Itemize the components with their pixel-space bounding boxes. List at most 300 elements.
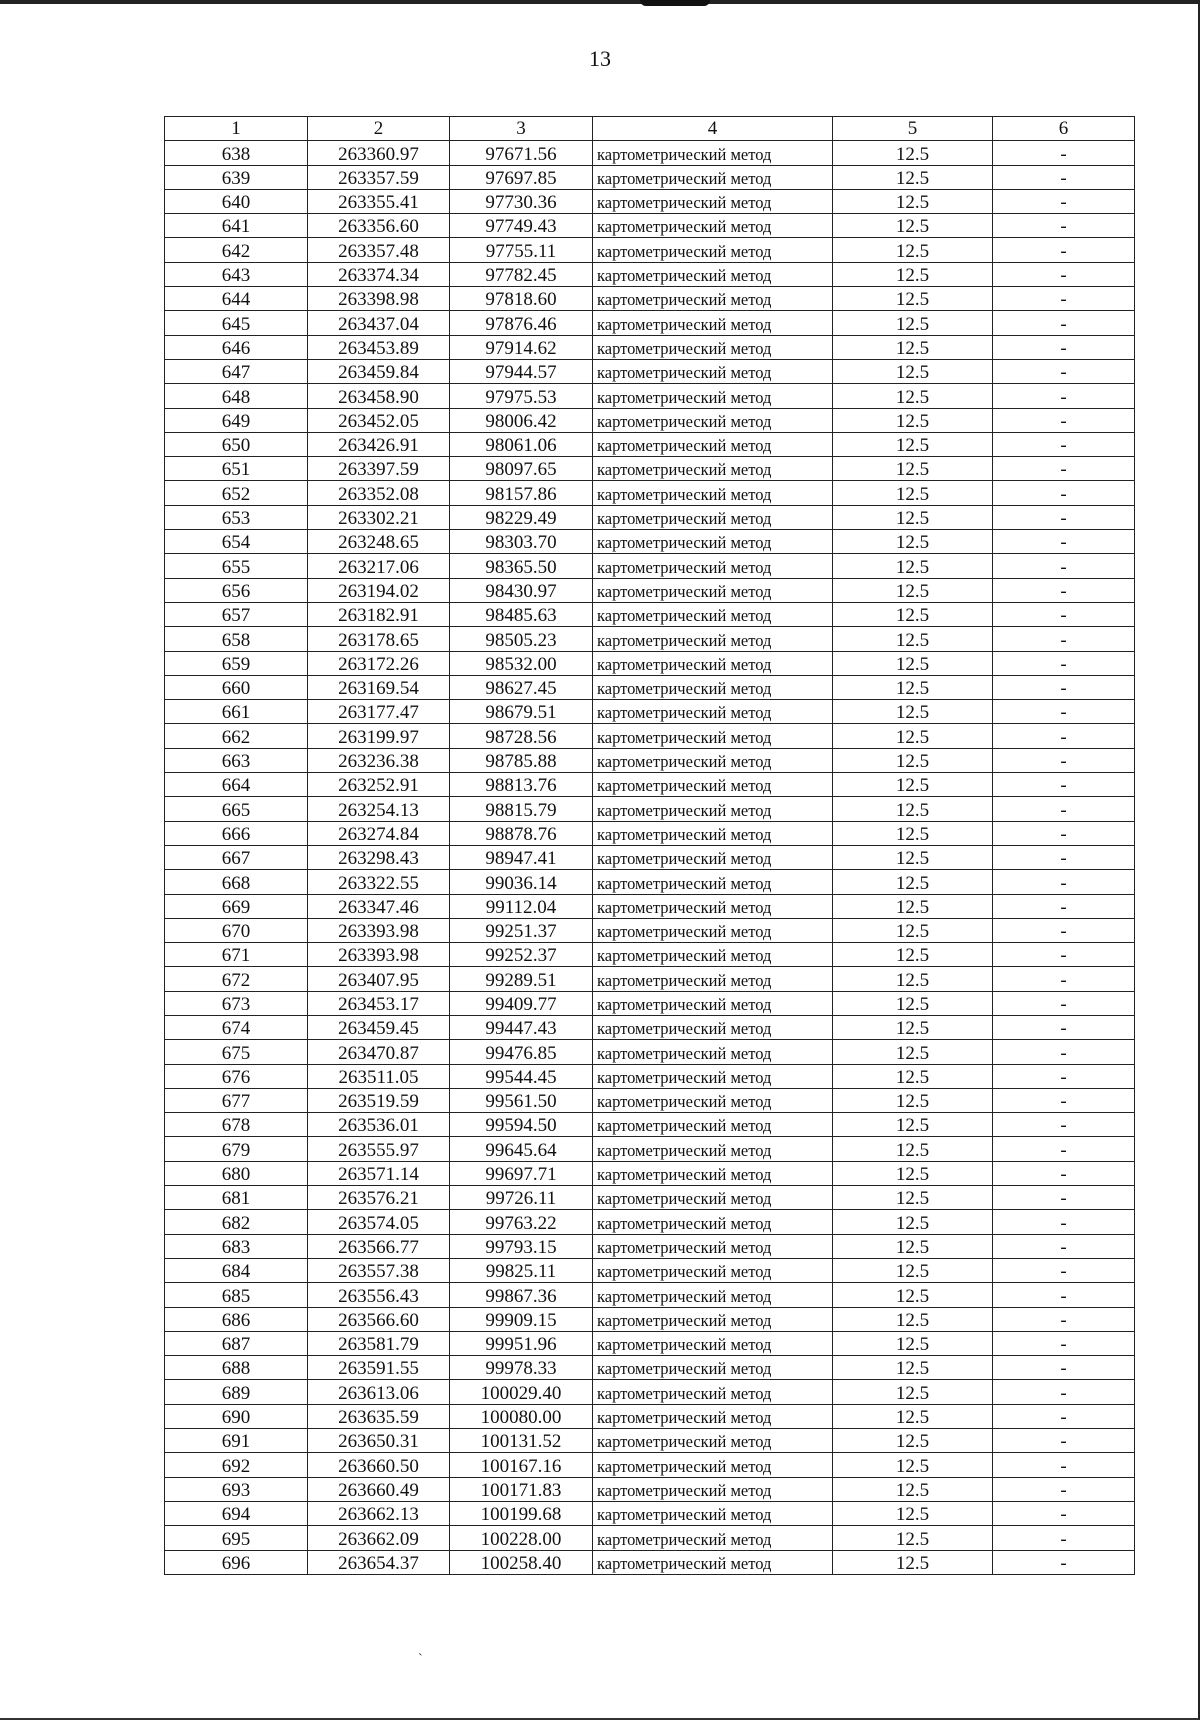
y-coordinate-cell: 100258.40 bbox=[450, 1550, 593, 1574]
point-number-cell: 679 bbox=[165, 1137, 308, 1161]
table-row bbox=[165, 1331, 1135, 1355]
point-number-cell: 671 bbox=[165, 943, 308, 967]
method-cell: картометрический метод bbox=[593, 311, 833, 335]
point-number-cell: 663 bbox=[165, 748, 308, 772]
table-header-row bbox=[165, 117, 1135, 141]
y-coordinate-cell: 100228.00 bbox=[450, 1526, 593, 1550]
y-coordinate-cell: 97697.85 bbox=[450, 165, 593, 189]
method-cell: картометрический метод bbox=[593, 384, 833, 408]
accuracy-cell: 12.5 bbox=[833, 554, 993, 578]
y-coordinate-cell: 97876.46 bbox=[450, 311, 593, 335]
y-coordinate-cell: 98097.65 bbox=[450, 457, 593, 481]
x-coordinate-cell: 263274.84 bbox=[308, 821, 450, 845]
x-coordinate-cell: 263407.95 bbox=[308, 967, 450, 991]
point-number-cell: 648 bbox=[165, 384, 308, 408]
table-row bbox=[165, 797, 1135, 821]
point-number-cell: 682 bbox=[165, 1210, 308, 1234]
note-cell: - bbox=[993, 845, 1135, 869]
note-cell: - bbox=[993, 1283, 1135, 1307]
point-number-cell: 669 bbox=[165, 894, 308, 918]
accuracy-cell: 12.5 bbox=[833, 165, 993, 189]
y-coordinate-cell: 99726.11 bbox=[450, 1186, 593, 1210]
point-number-cell: 665 bbox=[165, 797, 308, 821]
y-coordinate-cell: 100029.40 bbox=[450, 1380, 593, 1404]
x-coordinate-cell: 263169.54 bbox=[308, 675, 450, 699]
accuracy-cell: 12.5 bbox=[833, 1088, 993, 1112]
table-row bbox=[165, 675, 1135, 699]
x-coordinate-cell: 263374.34 bbox=[308, 262, 450, 286]
method-cell: картометрический метод bbox=[593, 1161, 833, 1185]
point-number-cell: 683 bbox=[165, 1234, 308, 1258]
method-cell: картометрический метод bbox=[593, 1113, 833, 1137]
point-number-cell: 696 bbox=[165, 1550, 308, 1574]
x-coordinate-cell: 263536.01 bbox=[308, 1113, 450, 1137]
point-number-cell: 678 bbox=[165, 1113, 308, 1137]
method-cell: картометрический метод bbox=[593, 1186, 833, 1210]
accuracy-cell: 12.5 bbox=[833, 359, 993, 383]
method-cell: картометрический метод bbox=[593, 238, 833, 262]
table-row bbox=[165, 1186, 1135, 1210]
table-row bbox=[165, 1015, 1135, 1039]
point-number-cell: 642 bbox=[165, 238, 308, 262]
y-coordinate-cell: 98947.41 bbox=[450, 845, 593, 869]
method-cell: картометрический метод bbox=[593, 1331, 833, 1355]
note-cell: - bbox=[993, 1040, 1135, 1064]
note-cell: - bbox=[993, 432, 1135, 456]
point-number-cell: 641 bbox=[165, 214, 308, 238]
point-number-cell: 676 bbox=[165, 1064, 308, 1088]
accuracy-cell: 12.5 bbox=[833, 1186, 993, 1210]
x-coordinate-cell: 263566.77 bbox=[308, 1234, 450, 1258]
point-number-cell: 638 bbox=[165, 141, 308, 165]
accuracy-cell: 12.5 bbox=[833, 1307, 993, 1331]
point-number-cell: 653 bbox=[165, 505, 308, 529]
accuracy-cell: 12.5 bbox=[833, 773, 993, 797]
x-coordinate-cell: 263356.60 bbox=[308, 214, 450, 238]
y-coordinate-cell: 98813.76 bbox=[450, 773, 593, 797]
method-cell: картометрический метод bbox=[593, 141, 833, 165]
y-coordinate-cell: 100167.16 bbox=[450, 1453, 593, 1477]
point-number-cell: 654 bbox=[165, 530, 308, 554]
column-header: 3 bbox=[450, 117, 593, 141]
table-row bbox=[165, 991, 1135, 1015]
method-cell: картометрический метод bbox=[593, 724, 833, 748]
y-coordinate-cell: 99793.15 bbox=[450, 1234, 593, 1258]
y-coordinate-cell: 97730.36 bbox=[450, 189, 593, 213]
table-row bbox=[165, 1501, 1135, 1525]
accuracy-cell: 12.5 bbox=[833, 214, 993, 238]
accuracy-cell: 12.5 bbox=[833, 1526, 993, 1550]
method-cell: картометрический метод bbox=[593, 1234, 833, 1258]
point-number-cell: 645 bbox=[165, 311, 308, 335]
y-coordinate-cell: 98785.88 bbox=[450, 748, 593, 772]
point-number-cell: 680 bbox=[165, 1161, 308, 1185]
table-row bbox=[165, 1356, 1135, 1380]
table-row bbox=[165, 967, 1135, 991]
method-cell: картометрический метод bbox=[593, 505, 833, 529]
note-cell: - bbox=[993, 943, 1135, 967]
point-number-cell: 694 bbox=[165, 1501, 308, 1525]
y-coordinate-cell: 98303.70 bbox=[450, 530, 593, 554]
note-cell: - bbox=[993, 1137, 1135, 1161]
accuracy-cell: 12.5 bbox=[833, 384, 993, 408]
point-number-cell: 657 bbox=[165, 602, 308, 626]
y-coordinate-cell: 98157.86 bbox=[450, 481, 593, 505]
point-number-cell: 690 bbox=[165, 1404, 308, 1428]
y-coordinate-cell: 99544.45 bbox=[450, 1064, 593, 1088]
table-row bbox=[165, 1210, 1135, 1234]
y-coordinate-cell: 97944.57 bbox=[450, 359, 593, 383]
x-coordinate-cell: 263360.97 bbox=[308, 141, 450, 165]
method-cell: картометрический метод bbox=[593, 1040, 833, 1064]
point-number-cell: 661 bbox=[165, 700, 308, 724]
y-coordinate-cell: 99251.37 bbox=[450, 918, 593, 942]
note-cell: - bbox=[993, 1501, 1135, 1525]
method-cell: картометрический метод bbox=[593, 1501, 833, 1525]
accuracy-cell: 12.5 bbox=[833, 627, 993, 651]
y-coordinate-cell: 98679.51 bbox=[450, 700, 593, 724]
method-cell: картометрический метод bbox=[593, 165, 833, 189]
accuracy-cell: 12.5 bbox=[833, 1477, 993, 1501]
accuracy-cell: 12.5 bbox=[833, 724, 993, 748]
method-cell: картометрический метод bbox=[593, 408, 833, 432]
method-cell: картометрический метод bbox=[593, 1429, 833, 1453]
y-coordinate-cell: 98505.23 bbox=[450, 627, 593, 651]
table-row bbox=[165, 141, 1135, 165]
y-coordinate-cell: 99594.50 bbox=[450, 1113, 593, 1137]
table-row bbox=[165, 384, 1135, 408]
accuracy-cell: 12.5 bbox=[833, 1015, 993, 1039]
y-coordinate-cell: 99289.51 bbox=[450, 967, 593, 991]
table-row bbox=[165, 1088, 1135, 1112]
x-coordinate-cell: 263236.38 bbox=[308, 748, 450, 772]
note-cell: - bbox=[993, 627, 1135, 651]
accuracy-cell: 12.5 bbox=[833, 408, 993, 432]
accuracy-cell: 12.5 bbox=[833, 1550, 993, 1574]
point-number-cell: 660 bbox=[165, 675, 308, 699]
table-row bbox=[165, 724, 1135, 748]
y-coordinate-cell: 98229.49 bbox=[450, 505, 593, 529]
note-cell: - bbox=[993, 530, 1135, 554]
accuracy-cell: 12.5 bbox=[833, 578, 993, 602]
accuracy-cell: 12.5 bbox=[833, 1064, 993, 1088]
method-cell: картометрический метод bbox=[593, 773, 833, 797]
x-coordinate-cell: 263322.55 bbox=[308, 870, 450, 894]
point-number-cell: 664 bbox=[165, 773, 308, 797]
accuracy-cell: 12.5 bbox=[833, 1380, 993, 1404]
point-number-cell: 640 bbox=[165, 189, 308, 213]
x-coordinate-cell: 263437.04 bbox=[308, 311, 450, 335]
point-number-cell: 667 bbox=[165, 845, 308, 869]
x-coordinate-cell: 263217.06 bbox=[308, 554, 450, 578]
table-row bbox=[165, 1380, 1135, 1404]
note-cell: - bbox=[993, 214, 1135, 238]
x-coordinate-cell: 263635.59 bbox=[308, 1404, 450, 1428]
point-number-cell: 662 bbox=[165, 724, 308, 748]
column-header: 6 bbox=[993, 117, 1135, 141]
note-cell: - bbox=[993, 797, 1135, 821]
x-coordinate-cell: 263453.89 bbox=[308, 335, 450, 359]
table-row bbox=[165, 1137, 1135, 1161]
accuracy-cell: 12.5 bbox=[833, 262, 993, 286]
accuracy-cell: 12.5 bbox=[833, 505, 993, 529]
accuracy-cell: 12.5 bbox=[833, 1404, 993, 1428]
y-coordinate-cell: 97975.53 bbox=[450, 384, 593, 408]
method-cell: картометрический метод bbox=[593, 870, 833, 894]
y-coordinate-cell: 98061.06 bbox=[450, 432, 593, 456]
table-row bbox=[165, 554, 1135, 578]
table-row bbox=[165, 1283, 1135, 1307]
accuracy-cell: 12.5 bbox=[833, 530, 993, 554]
note-cell: - bbox=[993, 457, 1135, 481]
note-cell: - bbox=[993, 967, 1135, 991]
method-cell: картометрический метод bbox=[593, 287, 833, 311]
note-cell: - bbox=[993, 991, 1135, 1015]
y-coordinate-cell: 98878.76 bbox=[450, 821, 593, 845]
stray-mark: ` bbox=[418, 1652, 423, 1667]
y-coordinate-cell: 97749.43 bbox=[450, 214, 593, 238]
x-coordinate-cell: 263556.43 bbox=[308, 1283, 450, 1307]
note-cell: - bbox=[993, 1477, 1135, 1501]
point-number-cell: 650 bbox=[165, 432, 308, 456]
x-coordinate-cell: 263519.59 bbox=[308, 1088, 450, 1112]
point-number-cell: 685 bbox=[165, 1283, 308, 1307]
y-coordinate-cell: 98365.50 bbox=[450, 554, 593, 578]
note-cell: - bbox=[993, 918, 1135, 942]
x-coordinate-cell: 263555.97 bbox=[308, 1137, 450, 1161]
x-coordinate-cell: 263662.13 bbox=[308, 1501, 450, 1525]
method-cell: картометрический метод bbox=[593, 943, 833, 967]
method-cell: картометрический метод bbox=[593, 991, 833, 1015]
method-cell: картометрический метод bbox=[593, 748, 833, 772]
y-coordinate-cell: 98728.56 bbox=[450, 724, 593, 748]
method-cell: картометрический метод bbox=[593, 1453, 833, 1477]
note-cell: - bbox=[993, 1161, 1135, 1185]
method-cell: картометрический метод bbox=[593, 578, 833, 602]
x-coordinate-cell: 263571.14 bbox=[308, 1161, 450, 1185]
note-cell: - bbox=[993, 335, 1135, 359]
method-cell: картометрический метод bbox=[593, 1477, 833, 1501]
note-cell: - bbox=[993, 578, 1135, 602]
point-number-cell: 672 bbox=[165, 967, 308, 991]
x-coordinate-cell: 263566.60 bbox=[308, 1307, 450, 1331]
accuracy-cell: 12.5 bbox=[833, 481, 993, 505]
point-number-cell: 675 bbox=[165, 1040, 308, 1064]
method-cell: картометрический метод bbox=[593, 1210, 833, 1234]
table-row bbox=[165, 1477, 1135, 1501]
note-cell: - bbox=[993, 408, 1135, 432]
method-cell: картометрический метод bbox=[593, 918, 833, 942]
method-cell: картометрический метод bbox=[593, 335, 833, 359]
table-body bbox=[165, 141, 1135, 1575]
y-coordinate-cell: 99036.14 bbox=[450, 870, 593, 894]
x-coordinate-cell: 263302.21 bbox=[308, 505, 450, 529]
x-coordinate-cell: 263254.13 bbox=[308, 797, 450, 821]
point-number-cell: 655 bbox=[165, 554, 308, 578]
accuracy-cell: 12.5 bbox=[833, 700, 993, 724]
method-cell: картометрический метод bbox=[593, 894, 833, 918]
accuracy-cell: 12.5 bbox=[833, 1331, 993, 1355]
point-number-cell: 684 bbox=[165, 1258, 308, 1282]
accuracy-cell: 12.5 bbox=[833, 1283, 993, 1307]
table-row bbox=[165, 773, 1135, 797]
x-coordinate-cell: 263182.91 bbox=[308, 602, 450, 626]
note-cell: - bbox=[993, 287, 1135, 311]
point-number-cell: 673 bbox=[165, 991, 308, 1015]
table-row bbox=[165, 1307, 1135, 1331]
note-cell: - bbox=[993, 675, 1135, 699]
method-cell: картометрический метод bbox=[593, 1088, 833, 1112]
y-coordinate-cell: 97818.60 bbox=[450, 287, 593, 311]
accuracy-cell: 12.5 bbox=[833, 991, 993, 1015]
method-cell: картометрический метод bbox=[593, 845, 833, 869]
x-coordinate-cell: 263393.98 bbox=[308, 918, 450, 942]
method-cell: картометрический метод bbox=[593, 1380, 833, 1404]
accuracy-cell: 12.5 bbox=[833, 1210, 993, 1234]
point-number-cell: 639 bbox=[165, 165, 308, 189]
method-cell: картометрический метод bbox=[593, 675, 833, 699]
note-cell: - bbox=[993, 1404, 1135, 1428]
x-coordinate-cell: 263557.38 bbox=[308, 1258, 450, 1282]
y-coordinate-cell: 100131.52 bbox=[450, 1429, 593, 1453]
accuracy-cell: 12.5 bbox=[833, 1161, 993, 1185]
accuracy-cell: 12.5 bbox=[833, 1453, 993, 1477]
x-coordinate-cell: 263355.41 bbox=[308, 189, 450, 213]
method-cell: картометрический метод bbox=[593, 821, 833, 845]
note-cell: - bbox=[993, 1258, 1135, 1282]
method-cell: картометрический метод bbox=[593, 1064, 833, 1088]
table-row bbox=[165, 408, 1135, 432]
method-cell: картометрический метод bbox=[593, 1404, 833, 1428]
y-coordinate-cell: 97914.62 bbox=[450, 335, 593, 359]
x-coordinate-cell: 263581.79 bbox=[308, 1331, 450, 1355]
method-cell: картометрический метод bbox=[593, 1258, 833, 1282]
x-coordinate-cell: 263172.26 bbox=[308, 651, 450, 675]
table-row bbox=[165, 335, 1135, 359]
x-coordinate-cell: 263357.48 bbox=[308, 238, 450, 262]
table-row bbox=[165, 1453, 1135, 1477]
y-coordinate-cell: 97782.45 bbox=[450, 262, 593, 286]
x-coordinate-cell: 263591.55 bbox=[308, 1356, 450, 1380]
method-cell: картометрический метод bbox=[593, 432, 833, 456]
accuracy-cell: 12.5 bbox=[833, 1234, 993, 1258]
y-coordinate-cell: 98485.63 bbox=[450, 602, 593, 626]
method-cell: картометрический метод bbox=[593, 1015, 833, 1039]
x-coordinate-cell: 263352.08 bbox=[308, 481, 450, 505]
point-number-cell: 674 bbox=[165, 1015, 308, 1039]
accuracy-cell: 12.5 bbox=[833, 797, 993, 821]
point-number-cell: 659 bbox=[165, 651, 308, 675]
table-row bbox=[165, 262, 1135, 286]
x-coordinate-cell: 263178.65 bbox=[308, 627, 450, 651]
x-coordinate-cell: 263248.65 bbox=[308, 530, 450, 554]
point-number-cell: 692 bbox=[165, 1453, 308, 1477]
accuracy-cell: 12.5 bbox=[833, 870, 993, 894]
y-coordinate-cell: 99867.36 bbox=[450, 1283, 593, 1307]
x-coordinate-cell: 263660.49 bbox=[308, 1477, 450, 1501]
point-number-cell: 656 bbox=[165, 578, 308, 602]
note-cell: - bbox=[993, 1210, 1135, 1234]
point-number-cell: 646 bbox=[165, 335, 308, 359]
method-cell: картометрический метод bbox=[593, 262, 833, 286]
accuracy-cell: 12.5 bbox=[833, 189, 993, 213]
method-cell: картометрический метод bbox=[593, 554, 833, 578]
y-coordinate-cell: 97755.11 bbox=[450, 238, 593, 262]
accuracy-cell: 12.5 bbox=[833, 918, 993, 942]
y-coordinate-cell: 99951.96 bbox=[450, 1331, 593, 1355]
point-number-cell: 693 bbox=[165, 1477, 308, 1501]
method-cell: картометрический метод bbox=[593, 797, 833, 821]
column-header: 4 bbox=[593, 117, 833, 141]
x-coordinate-cell: 263398.98 bbox=[308, 287, 450, 311]
x-coordinate-cell: 263298.43 bbox=[308, 845, 450, 869]
y-coordinate-cell: 98006.42 bbox=[450, 408, 593, 432]
note-cell: - bbox=[993, 1356, 1135, 1380]
note-cell: - bbox=[993, 1307, 1135, 1331]
point-number-cell: 643 bbox=[165, 262, 308, 286]
method-cell: картометрический метод bbox=[593, 967, 833, 991]
table-row bbox=[165, 845, 1135, 869]
note-cell: - bbox=[993, 1429, 1135, 1453]
accuracy-cell: 12.5 bbox=[833, 602, 993, 626]
note-cell: - bbox=[993, 1453, 1135, 1477]
accuracy-cell: 12.5 bbox=[833, 748, 993, 772]
method-cell: картометрический метод bbox=[593, 1283, 833, 1307]
top-edge-rule bbox=[0, 0, 1200, 4]
method-cell: картометрический метод bbox=[593, 359, 833, 383]
method-cell: картометрический метод bbox=[593, 481, 833, 505]
x-coordinate-cell: 263459.45 bbox=[308, 1015, 450, 1039]
accuracy-cell: 12.5 bbox=[833, 675, 993, 699]
x-coordinate-cell: 263194.02 bbox=[308, 578, 450, 602]
table-row bbox=[165, 165, 1135, 189]
x-coordinate-cell: 263511.05 bbox=[308, 1064, 450, 1088]
x-coordinate-cell: 263177.47 bbox=[308, 700, 450, 724]
method-cell: картометрический метод bbox=[593, 627, 833, 651]
x-coordinate-cell: 263453.17 bbox=[308, 991, 450, 1015]
x-coordinate-cell: 263458.90 bbox=[308, 384, 450, 408]
table-row bbox=[165, 1064, 1135, 1088]
y-coordinate-cell: 99252.37 bbox=[450, 943, 593, 967]
note-cell: - bbox=[993, 505, 1135, 529]
point-number-cell: 670 bbox=[165, 918, 308, 942]
coordinates-table bbox=[164, 116, 1135, 1575]
y-coordinate-cell: 99645.64 bbox=[450, 1137, 593, 1161]
point-number-cell: 647 bbox=[165, 359, 308, 383]
method-cell: картометрический метод bbox=[593, 1550, 833, 1574]
note-cell: - bbox=[993, 651, 1135, 675]
point-number-cell: 681 bbox=[165, 1186, 308, 1210]
x-coordinate-cell: 263576.21 bbox=[308, 1186, 450, 1210]
table-row bbox=[165, 1040, 1135, 1064]
accuracy-cell: 12.5 bbox=[833, 1429, 993, 1453]
note-cell: - bbox=[993, 554, 1135, 578]
accuracy-cell: 12.5 bbox=[833, 238, 993, 262]
y-coordinate-cell: 99112.04 bbox=[450, 894, 593, 918]
x-coordinate-cell: 263660.50 bbox=[308, 1453, 450, 1477]
note-cell: - bbox=[993, 1113, 1135, 1137]
method-cell: картометрический метод bbox=[593, 457, 833, 481]
method-cell: картометрический метод bbox=[593, 651, 833, 675]
point-number-cell: 649 bbox=[165, 408, 308, 432]
x-coordinate-cell: 263459.84 bbox=[308, 359, 450, 383]
note-cell: - bbox=[993, 1331, 1135, 1355]
point-number-cell: 686 bbox=[165, 1307, 308, 1331]
table-row bbox=[165, 1113, 1135, 1137]
y-coordinate-cell: 99978.33 bbox=[450, 1356, 593, 1380]
y-coordinate-cell: 98627.45 bbox=[450, 675, 593, 699]
y-coordinate-cell: 99909.15 bbox=[450, 1307, 593, 1331]
